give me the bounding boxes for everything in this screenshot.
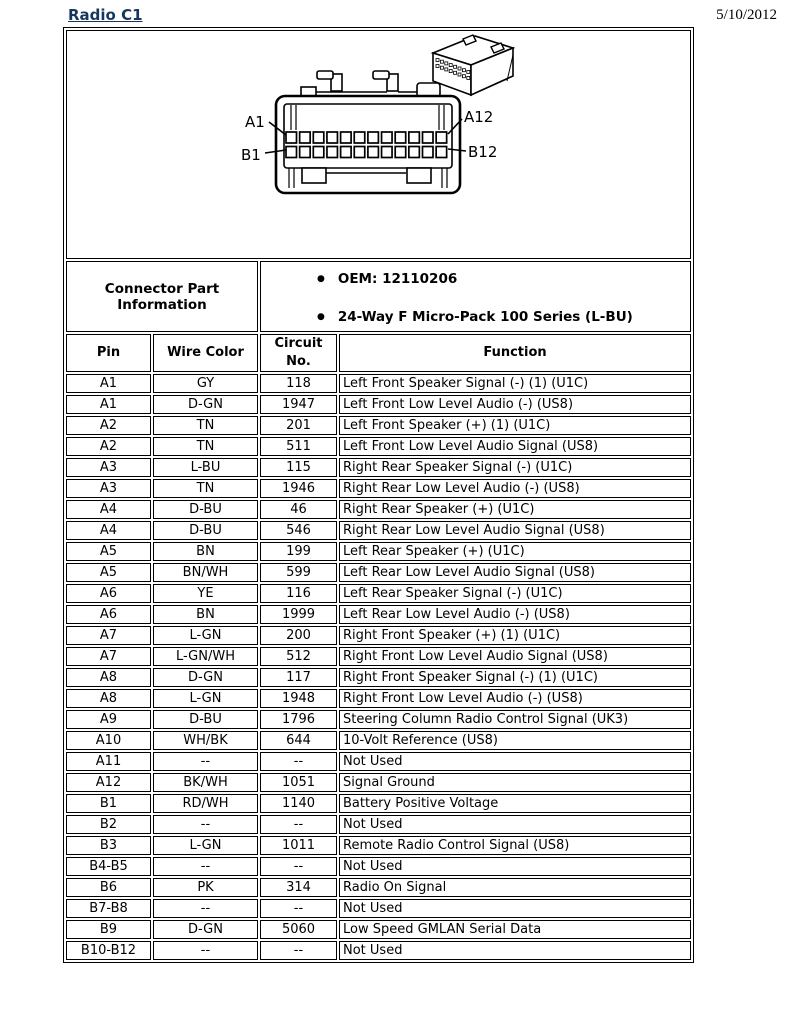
pin-cell: A6: [66, 584, 151, 603]
oem-number: OEM: 12110206: [337, 271, 458, 287]
wire-color-cell: YE: [153, 584, 258, 603]
pin-cell: A5: [66, 563, 151, 582]
table-row: [66, 395, 691, 414]
table-row: [66, 836, 691, 855]
circuit-no-cell: 1948: [260, 689, 337, 708]
wire-color-cell: L-BU: [153, 458, 258, 477]
table-row: [66, 437, 691, 456]
pin-label-b1: B1: [241, 146, 261, 164]
pin-cell: A1: [66, 395, 151, 414]
pin-label-a1: A1: [245, 113, 265, 131]
table-row: [66, 794, 691, 813]
circuit-no-cell: 46: [260, 500, 337, 519]
wire-color-cell: PK: [153, 878, 258, 897]
bullet-icon: ●: [317, 312, 325, 322]
pin-cell: A10: [66, 731, 151, 750]
table-row: [66, 563, 691, 582]
table-row: [66, 416, 691, 435]
pin-cell: A2: [66, 416, 151, 435]
pin-label-a12: A12: [464, 108, 494, 126]
table-row: [66, 458, 691, 477]
function-cell: Left Rear Low Level Audio (-) (US8): [339, 605, 691, 624]
function-cell: Not Used: [339, 899, 691, 918]
page-header: [0, 0, 791, 27]
circuit-no-cell: --: [260, 815, 337, 834]
pin-cell: B7-B8: [66, 899, 151, 918]
table-row: [66, 752, 691, 771]
wire-color-cell: BN: [153, 605, 258, 624]
function-cell: Right Front Speaker (+) (1) (U1C): [339, 626, 691, 645]
table-row: [66, 731, 691, 750]
circuit-no-cell: 1140: [260, 794, 337, 813]
circuit-no-cell: 5060: [260, 920, 337, 939]
wire-color-cell: TN: [153, 416, 258, 435]
pin-cell: A1: [66, 374, 151, 393]
wire-color-cell: --: [153, 941, 258, 960]
table-row: [66, 479, 691, 498]
pin-cell: A8: [66, 668, 151, 687]
circuit-no-cell: 599: [260, 563, 337, 582]
function-cell: Not Used: [339, 815, 691, 834]
function-cell: Radio On Signal: [339, 878, 691, 897]
pin-cell: A5: [66, 542, 151, 561]
table-row: [66, 878, 691, 897]
circuit-no-cell: 1796: [260, 710, 337, 729]
pin-cell: A4: [66, 521, 151, 540]
circuit-no-cell: 546: [260, 521, 337, 540]
circuit-no-cell: 511: [260, 437, 337, 456]
pin-cell: B4-B5: [66, 857, 151, 876]
pin-cell: A11: [66, 752, 151, 771]
table-row: [66, 899, 691, 918]
pin-cell: B2: [66, 815, 151, 834]
function-cell: Low Speed GMLAN Serial Data: [339, 920, 691, 939]
connector-diagram-cell: [66, 30, 691, 259]
series-line: [317, 309, 688, 325]
function-cell: 10-Volt Reference (US8): [339, 731, 691, 750]
connector-diagram: [67, 31, 691, 254]
pin-cell: A12: [66, 773, 151, 792]
function-cell: Right Rear Speaker Signal (-) (U1C): [339, 458, 691, 477]
function-cell: Left Rear Low Level Audio Signal (US8): [339, 563, 691, 582]
pin-cell: A9: [66, 710, 151, 729]
table-row: [66, 647, 691, 666]
table-row: [66, 689, 691, 708]
circuit-no-cell: 1011: [260, 836, 337, 855]
col-header-circuit-no: Circuit No.: [260, 334, 337, 372]
wire-color-cell: D-BU: [153, 521, 258, 540]
wire-color-cell: L-GN: [153, 626, 258, 645]
function-cell: Right Rear Low Level Audio Signal (US8): [339, 521, 691, 540]
wire-color-cell: L-GN/WH: [153, 647, 258, 666]
table-row: [66, 815, 691, 834]
table-row: [66, 920, 691, 939]
table-row: [66, 521, 691, 540]
table-row: [66, 542, 691, 561]
wire-color-cell: GY: [153, 374, 258, 393]
table-row: [66, 773, 691, 792]
circuit-no-cell: 1946: [260, 479, 337, 498]
pin-cell: A2: [66, 437, 151, 456]
function-cell: Left Rear Speaker (+) (U1C): [339, 542, 691, 561]
pin-cell: B6: [66, 878, 151, 897]
function-cell: Steering Column Radio Control Signal (UK3): [339, 710, 691, 729]
col-header-function: Function: [339, 334, 691, 372]
circuit-no-cell: 1999: [260, 605, 337, 624]
table-header-row: [66, 334, 691, 372]
page-title: Radio C1: [68, 6, 143, 24]
function-cell: Not Used: [339, 857, 691, 876]
table-row: [66, 584, 691, 603]
pin-cell: B10-B12: [66, 941, 151, 960]
pin-cell: A6: [66, 605, 151, 624]
pin-cell: B1: [66, 794, 151, 813]
function-cell: Right Front Low Level Audio Signal (US8): [339, 647, 691, 666]
pin-cell: A3: [66, 479, 151, 498]
col-header-pin: Pin: [66, 334, 151, 372]
circuit-no-cell: 115: [260, 458, 337, 477]
wire-color-cell: TN: [153, 437, 258, 456]
circuit-no-cell: 199: [260, 542, 337, 561]
pin-cell: A4: [66, 500, 151, 519]
wire-color-cell: D-BU: [153, 500, 258, 519]
pin-cell: A3: [66, 458, 151, 477]
circuit-no-cell: 1051: [260, 773, 337, 792]
function-cell: Not Used: [339, 752, 691, 771]
pin-cell: B3: [66, 836, 151, 855]
table-row: [66, 500, 691, 519]
wire-color-cell: --: [153, 815, 258, 834]
pin-cell: A7: [66, 626, 151, 645]
part-info-details: [260, 261, 691, 332]
col-header-wire-color: Wire Color: [153, 334, 258, 372]
connector-info-table: [63, 27, 694, 963]
wire-color-cell: --: [153, 899, 258, 918]
wire-color-cell: --: [153, 752, 258, 771]
pin-cell: B9: [66, 920, 151, 939]
wire-color-cell: BN: [153, 542, 258, 561]
wire-color-cell: RD/WH: [153, 794, 258, 813]
circuit-no-cell: --: [260, 857, 337, 876]
function-cell: Left Front Low Level Audio Signal (US8): [339, 437, 691, 456]
table-row: [66, 710, 691, 729]
wire-color-cell: D-GN: [153, 920, 258, 939]
function-cell: Signal Ground: [339, 773, 691, 792]
circuit-no-cell: 1947: [260, 395, 337, 414]
oem-line: [317, 271, 688, 287]
page-date: 5/10/2012: [716, 7, 777, 23]
function-cell: Right Front Speaker Signal (-) (1) (U1C): [339, 668, 691, 687]
wire-color-cell: BK/WH: [153, 773, 258, 792]
table-row: [66, 374, 691, 393]
function-cell: Left Front Speaker Signal (-) (1) (U1C): [339, 374, 691, 393]
connector-series: 24-Way F Micro-Pack 100 Series (L-BU): [337, 309, 633, 325]
table-row: [66, 668, 691, 687]
part-info-row: [66, 261, 691, 332]
wire-color-cell: BN/WH: [153, 563, 258, 582]
circuit-no-cell: 118: [260, 374, 337, 393]
pin-cell: A7: [66, 647, 151, 666]
connector-perspective-view: [433, 35, 513, 95]
function-cell: Right Rear Speaker (+) (U1C): [339, 500, 691, 519]
table-row: [66, 626, 691, 645]
function-cell: Left Front Speaker (+) (1) (U1C): [339, 416, 691, 435]
function-cell: Left Front Low Level Audio (-) (US8): [339, 395, 691, 414]
wire-color-cell: D-BU: [153, 710, 258, 729]
wire-color-cell: WH/BK: [153, 731, 258, 750]
function-cell: Battery Positive Voltage: [339, 794, 691, 813]
connector-diagram-row: [66, 30, 691, 259]
wire-color-cell: --: [153, 857, 258, 876]
pin-label-b12: B12: [468, 143, 498, 161]
circuit-no-cell: 314: [260, 878, 337, 897]
wire-color-cell: L-GN: [153, 836, 258, 855]
table-row: [66, 941, 691, 960]
function-cell: Remote Radio Control Signal (US8): [339, 836, 691, 855]
circuit-no-cell: 116: [260, 584, 337, 603]
function-cell: Right Front Low Level Audio (-) (US8): [339, 689, 691, 708]
wire-color-cell: L-GN: [153, 689, 258, 708]
circuit-no-cell: --: [260, 941, 337, 960]
function-cell: Left Rear Speaker Signal (-) (U1C): [339, 584, 691, 603]
circuit-no-cell: 512: [260, 647, 337, 666]
circuit-no-cell: 201: [260, 416, 337, 435]
bullet-icon: ●: [317, 274, 325, 284]
circuit-no-cell: --: [260, 899, 337, 918]
circuit-no-cell: 117: [260, 668, 337, 687]
wire-color-cell: D-GN: [153, 668, 258, 687]
function-cell: Not Used: [339, 941, 691, 960]
function-cell: Right Rear Low Level Audio (-) (US8): [339, 479, 691, 498]
wire-color-cell: TN: [153, 479, 258, 498]
wire-color-cell: D-GN: [153, 395, 258, 414]
part-info-label: Connector Part Information: [66, 261, 258, 332]
circuit-no-cell: 644: [260, 731, 337, 750]
pin-cell: A8: [66, 689, 151, 708]
circuit-no-cell: 200: [260, 626, 337, 645]
table-row: [66, 605, 691, 624]
table-row: [66, 857, 691, 876]
circuit-no-cell: --: [260, 752, 337, 771]
